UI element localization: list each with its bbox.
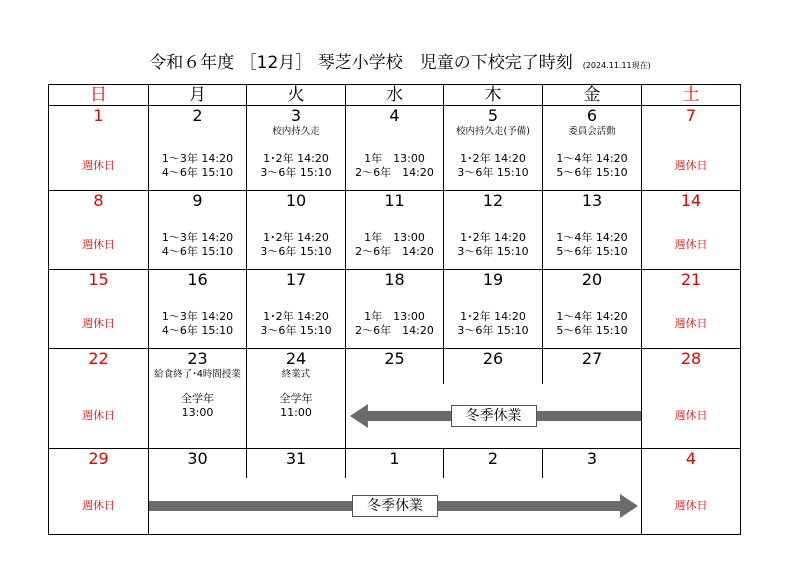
time-line: 1･2年 14:20 (460, 151, 526, 165)
holiday-label: 週休日 (642, 478, 741, 535)
date-cell (149, 106, 247, 142)
time-line: 全学年 (279, 392, 313, 405)
date-cell (247, 270, 346, 300)
date-number: 1 (389, 449, 400, 468)
date-cell (49, 449, 149, 479)
date-number: 6 (586, 106, 598, 125)
holiday-label: 週休日 (49, 141, 149, 191)
date-cell (49, 106, 149, 142)
date-number: 18 (384, 270, 405, 289)
event-note: 委員会活動 (568, 126, 616, 137)
date-cell (444, 270, 543, 300)
dismissal-time-cell (444, 220, 543, 270)
date-cell (444, 106, 543, 142)
winter-break-label: 冬季休業 (352, 495, 438, 517)
holiday-label: 週休日 (49, 384, 149, 449)
date-cell (543, 191, 642, 221)
time-line: 3～6年 15:10 (457, 244, 529, 258)
date-cell (642, 106, 741, 142)
date-cell (642, 270, 741, 300)
date-cell (149, 191, 247, 221)
time-line: 4～6年 15:10 (161, 323, 234, 337)
dismissal-time-cell (247, 299, 346, 349)
date-cell (346, 106, 444, 142)
dismissal-time-cell (149, 220, 247, 270)
holiday-label: 週休日 (642, 299, 741, 349)
date-number: 30 (187, 449, 208, 468)
time-line: 1～4年 14:20 (556, 151, 628, 165)
dismissal-time-cell (149, 384, 247, 449)
date-cell (346, 191, 444, 221)
time-line: 1･2年 14:20 (263, 309, 329, 323)
date-number: 15 (88, 270, 109, 289)
date-cell (247, 191, 346, 221)
date-cell (247, 349, 346, 385)
week4-schedule-row (49, 384, 741, 449)
dismissal-time-cell (444, 141, 543, 191)
time-line: 3～6年 15:10 (260, 323, 332, 337)
date-number: 13 (581, 191, 603, 210)
time-line: 5～6年 15:10 (556, 323, 628, 337)
date-number: 14 (680, 191, 702, 210)
time-line: 3～6年 15:10 (260, 244, 332, 258)
weekday-header-row (49, 85, 741, 106)
date-cell (149, 349, 247, 385)
date-number: 3 (290, 106, 302, 125)
date-number: 10 (285, 191, 307, 210)
time-line: 1･2年 14:20 (263, 230, 329, 244)
date-cell (346, 349, 444, 385)
dismissal-time-cell (149, 141, 247, 191)
date-cell (49, 191, 149, 221)
time-line: 2～6年 14:20 (355, 165, 434, 179)
date-cell (49, 270, 149, 300)
date-cell (346, 270, 444, 300)
date-number: 4 (685, 449, 697, 468)
weekday-sun: 日 (49, 85, 149, 106)
holiday-label: 週休日 (49, 299, 149, 349)
page-title (0, 48, 800, 73)
date-cell (444, 349, 543, 385)
dismissal-time-cell (346, 299, 444, 349)
date-number: 20 (581, 270, 603, 289)
date-cell (543, 106, 642, 142)
dismissal-time-cell (346, 141, 444, 191)
date-number: 1 (93, 106, 104, 125)
dismissal-time-cell (543, 220, 642, 270)
as-of-date: (2024.11.11現在) (582, 61, 651, 70)
date-cell (247, 106, 346, 142)
weekday-mon: 月 (149, 85, 247, 106)
date-number: 4 (389, 106, 400, 125)
date-number: 28 (680, 349, 702, 368)
weekday-thu: 木 (444, 85, 543, 106)
time-line: 5～6年 15:10 (556, 244, 628, 258)
event-note: 校内持久走 (272, 126, 320, 137)
time-line: 3～6年 15:10 (457, 323, 529, 337)
date-cell (642, 449, 741, 479)
week3-date-row (49, 270, 741, 300)
holiday-label: 週休日 (642, 141, 741, 191)
week5-schedule-row (49, 478, 741, 535)
week1-date-row (49, 106, 741, 142)
time-line: 13:00 (181, 406, 214, 419)
date-number: 9 (192, 191, 203, 210)
dismissal-time-cell (444, 299, 543, 349)
date-cell (49, 349, 149, 385)
date-number: 25 (384, 349, 405, 368)
time-line: 1～3年 14:20 (161, 309, 234, 323)
time-line: 11:00 (280, 406, 312, 419)
date-number: 8 (93, 191, 104, 210)
week4-date-row (49, 349, 741, 385)
date-number: 12 (482, 191, 504, 210)
time-line: 1～4年 14:20 (556, 309, 628, 323)
winter-break-label: 冬季休業 (451, 405, 537, 427)
date-number: 21 (680, 270, 702, 289)
dismissal-time-cell (247, 220, 346, 270)
winter-break-span (149, 478, 642, 535)
time-line: 1年 13:00 (364, 309, 425, 323)
time-line: 1年 13:00 (364, 151, 425, 165)
date-number: 11 (384, 191, 405, 210)
time-line: 3～6年 15:10 (260, 165, 332, 179)
date-cell (543, 349, 642, 385)
event-note: 校内持久走(予備) (456, 126, 530, 137)
time-line: 5～6年 15:10 (556, 165, 628, 179)
weekday-wed: 水 (346, 85, 444, 106)
time-line: 1～4年 14:20 (556, 230, 628, 244)
dismissal-time-cell (346, 220, 444, 270)
date-cell (346, 449, 444, 479)
time-line: 1･2年 14:20 (460, 230, 526, 244)
week1-schedule-row (49, 141, 741, 191)
holiday-label: 週休日 (49, 478, 149, 535)
date-cell (149, 449, 247, 479)
dismissal-time-cell (247, 141, 346, 191)
date-number: 16 (187, 270, 208, 289)
week3-schedule-row (49, 299, 741, 349)
event-note: 終業式 (281, 369, 311, 380)
date-number: 29 (88, 449, 109, 468)
time-line: 1～3年 14:20 (161, 151, 234, 165)
winter-break-arrow (346, 400, 641, 432)
dismissal-time-cell (543, 299, 642, 349)
date-cell (543, 449, 642, 479)
week5-date-row (49, 449, 741, 479)
week2-date-row (49, 191, 741, 221)
date-cell (642, 349, 741, 385)
schedule-table (48, 84, 741, 535)
date-number: 5 (487, 106, 499, 125)
date-cell (247, 449, 346, 479)
time-line: 1･2年 14:20 (263, 151, 329, 165)
date-number: 24 (285, 349, 307, 368)
date-number: 17 (285, 270, 307, 289)
time-line: 3～6年 15:10 (457, 165, 529, 179)
date-number: 26 (482, 349, 504, 368)
event-note: 給食終了･4時間授業 (154, 369, 241, 380)
date-number: 23 (187, 349, 208, 368)
date-number: 2 (192, 106, 203, 125)
title-text: 令和６年度 ［12月］ 琴芝小学校 児童の下校完了時刻 (149, 53, 573, 73)
date-number: 19 (482, 270, 504, 289)
date-cell (444, 449, 543, 479)
date-number: 7 (685, 106, 697, 125)
winter-break-arrow (149, 490, 641, 522)
time-line: 4～6年 15:10 (161, 244, 234, 258)
time-line: 1年 13:00 (364, 230, 425, 244)
date-number: 22 (88, 349, 109, 368)
week2-schedule-row (49, 220, 741, 270)
dismissal-time-cell (247, 384, 346, 449)
date-number: 3 (586, 449, 598, 468)
weekday-sat: 土 (642, 85, 741, 106)
date-number: 2 (487, 449, 499, 468)
time-line: 4～6年 15:10 (161, 165, 234, 179)
dismissal-time-cell (543, 141, 642, 191)
time-line: 1･2年 14:20 (460, 309, 526, 323)
holiday-label: 週休日 (642, 220, 741, 270)
date-cell (642, 191, 741, 221)
holiday-label: 週休日 (642, 384, 741, 449)
date-cell (543, 270, 642, 300)
date-cell (444, 191, 543, 221)
weekday-fri: 金 (543, 85, 642, 106)
dismissal-time-cell (149, 299, 247, 349)
time-line: 1～3年 14:20 (161, 230, 234, 244)
date-number: 27 (581, 349, 603, 368)
winter-break-span (346, 384, 642, 449)
time-line: 2～6年 14:20 (355, 244, 434, 258)
date-cell (149, 270, 247, 300)
time-line: 2～6年 14:20 (355, 323, 434, 337)
date-number: 31 (285, 449, 307, 468)
holiday-label: 週休日 (49, 220, 149, 270)
time-line: 全学年 (181, 392, 214, 405)
weekday-tue: 火 (247, 85, 346, 106)
